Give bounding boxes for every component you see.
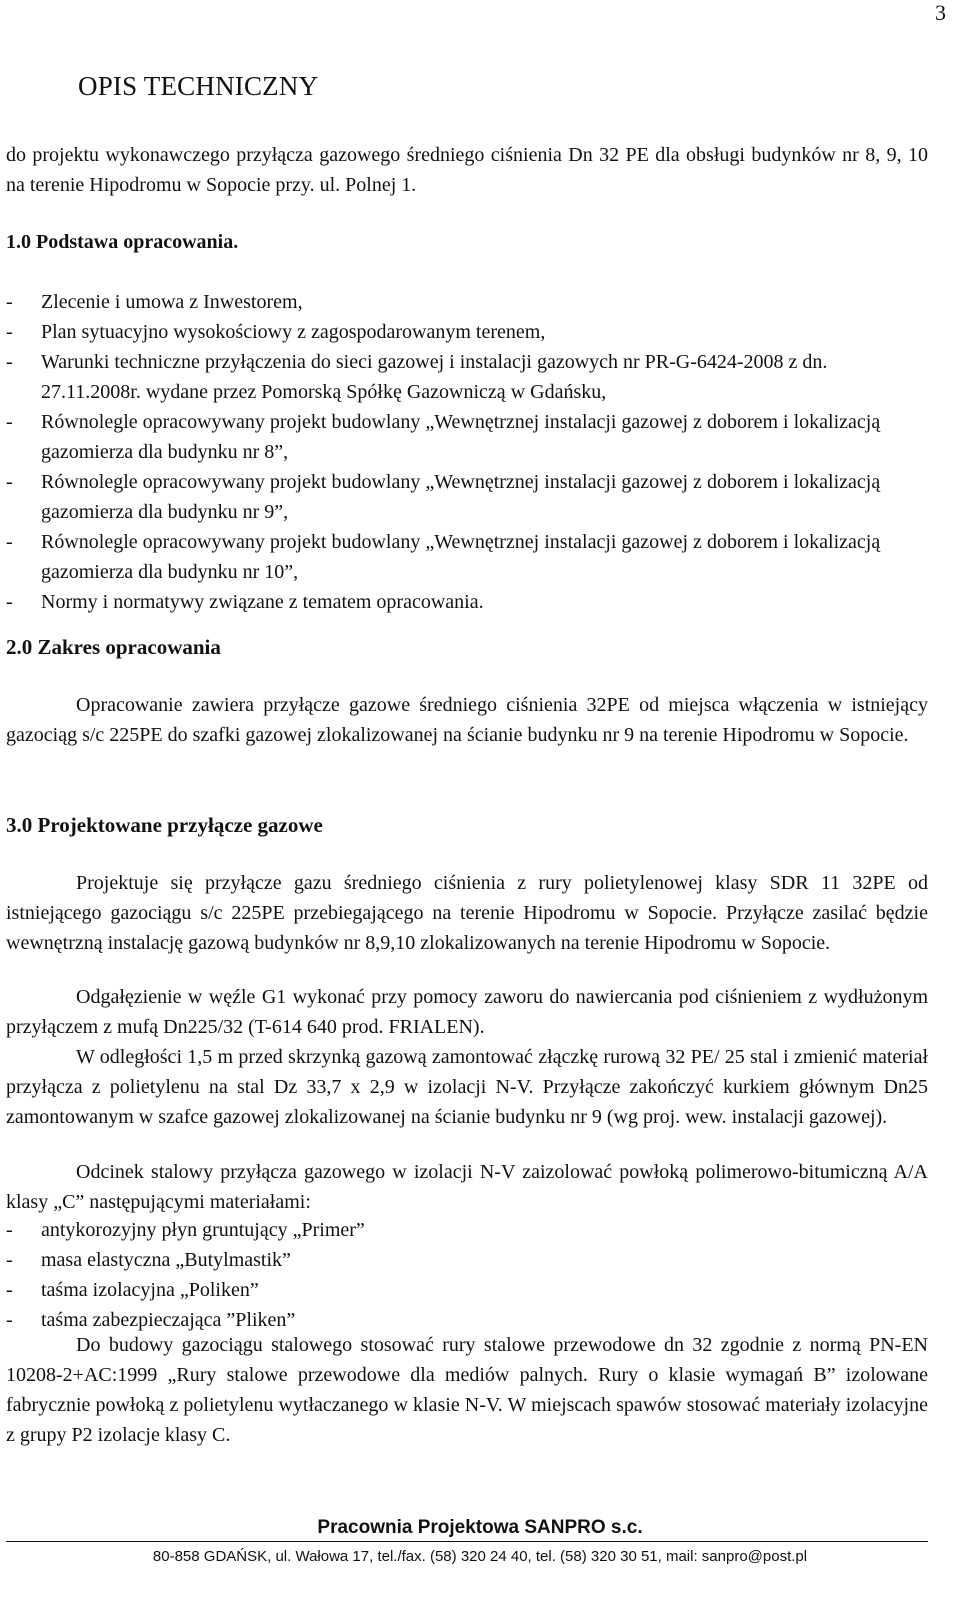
list-dash: - (6, 321, 13, 343)
list-item-text: Równolegle opracowywany projekt budowlany „Wewnętrznej instalacji gazowej z doborem i lokalizacją gazomierza dla budynku nr 10”, (41, 531, 881, 583)
document-title: OPIS TECHNICZNY (78, 71, 319, 101)
list-dash: - (6, 471, 13, 493)
list-dash: - (6, 1249, 13, 1271)
list-item (6, 1215, 928, 1245)
page-number: 3 (935, 0, 946, 25)
scope-paragraph: Opracowanie zawiera przyłącze gazowe średniego ciśnienia 32PE od miejsca włączenia w istniejący gazociąg s/c 225PE do szafki gazowej zlokalizowanej na ścianie budynku nr 9 na terenie Hipodromu w Sopocie. (6, 694, 928, 746)
insulation-paragraph: Odcinek stalowy przyłącza gazowego w izolacji N-V zaizolować powłoką polimerowo-bitumiczną A/A klasy „C” następującymi materiałami: (6, 1161, 928, 1213)
list-dash: - (6, 351, 13, 373)
list-item (6, 317, 928, 347)
list-item-text: masa elastyczna „Butylmastik” (41, 1249, 291, 1271)
footer-divider (6, 1541, 928, 1542)
list-item-text: taśma izolacyjna „Poliken” (41, 1279, 259, 1301)
list-item (6, 407, 928, 467)
list-item (6, 467, 928, 527)
list-dash: - (6, 531, 13, 553)
list-item (6, 527, 928, 587)
section-1-heading: 1.0 Podstawa opracowania. (6, 231, 239, 253)
list-item-text: taśma zabezpieczająca ”Pliken” (41, 1309, 296, 1331)
list-dash: - (6, 291, 13, 313)
list-dash: - (6, 1219, 13, 1241)
fitting-paragraph: W odległości 1,5 m przed skrzynką gazową zamontować złączkę rurową 32 PE/ 25 stal i zmienić materiał przyłącza z polietylenu na stal Dz 33,7 x 2,9 w izolacji N-V. Przyłącze zakończyć kurkiem głównym Dn25 zamontowanym w szafce gazowej zlokalizowanej na ścianie budynku nr 9 (wg proj. wew. instalacji gazowej). (6, 1046, 928, 1128)
footer-address: 80-858 GDAŃSK, ul. Wałowa 17, tel./fax. (58) 320 24 40, tel. (58) 320 30 51, mail: sanpro@post.pl (152, 1548, 808, 1565)
footer-company: Pracownia Projektowa SANPRO s.c. (317, 1517, 643, 1538)
list-item-text: Normy i normatywy związane z tematem opracowania. (41, 591, 484, 613)
list-dash: - (6, 591, 13, 613)
list-item (6, 1275, 928, 1305)
list-item-text: Równolegle opracowywany projekt budowlany „Wewnętrznej instalacji gazowej z doborem i lokalizacją gazomierza dla budynku nr 8”, (41, 411, 881, 463)
list-item-text: Plan sytuacyjno wysokościowy z zagospodarowanym terenem, (41, 321, 546, 343)
section-2-heading: 2.0 Zakres opracowania (6, 635, 221, 659)
section-3-heading: 3.0 Projektowane przyłącze gazowe (6, 813, 323, 837)
pipes-paragraph: Do budowy gazociągu stalowego stosować rury stalowe przewodowe dn 32 zgodnie z normą PN-EN 10208-2+AC:1999 „Rury stalowe przewodowe dla mediów palnych. Rury o klasie wymagań B” izolowane fabrycznie powłoką z polietylenu wytłaczanego w klasie N-V. W miejscach spawów stosować materiały izolacyjne z grupy P2 izolacje klasy C. (6, 1334, 928, 1446)
list-dash: - (6, 411, 13, 433)
list-item-text: Zlecenie i umowa z Inwestorem, (41, 291, 303, 313)
list-item-text: Równolegle opracowywany projekt budowlany „Wewnętrznej instalacji gazowej z doborem i lokalizacją gazomierza dla budynku nr 9”, (41, 471, 881, 523)
intro-paragraph: do projektu wykonawczego przyłącza gazowego średniego ciśnienia Dn 32 PE dla obsługi budynków nr 8, 9, 10 na terenie Hipodromu w Sopocie przy. ul. Polnej 1. (6, 144, 928, 196)
list-dash: - (6, 1279, 13, 1301)
materials-list (6, 1215, 928, 1335)
design-paragraph: Projektuje się przyłącze gazu średniego ciśnienia z rury polietylenowej klasy SDR 11 32PE od istniejącego gazociągu s/c 225PE przebiegającego na terenie Hipodromu w Sopocie. Przyłącze zasilać będzie wewnętrzną instalację gazową budynków nr 8,9,10 zlokalizowanych na terenie Hipodromu w Sopocie. (6, 872, 928, 954)
list-item-text: antykorozyjny płyn gruntujący „Primer” (41, 1219, 365, 1241)
list-item (6, 1245, 928, 1275)
list-item (6, 347, 928, 407)
list-item (6, 587, 928, 617)
list-dash: - (6, 1309, 13, 1331)
list-item (6, 287, 928, 317)
list-item-text: Warunki techniczne przyłączenia do sieci gazowej i instalacji gazowych nr PR-G-6424-2008 z dn. 27.11.2008r. wydane przez Pomorską Spółkę Gazowniczą w Gdańsku, (41, 351, 828, 403)
basis-list (6, 287, 928, 617)
branch-paragraph: Odgałęzienie w węźle G1 wykonać przy pomocy zaworu do nawiercania pod ciśnieniem z wydłużonym przyłączem z mufą Dn225/32 (T-614 640 prod. FRIALEN). (6, 986, 928, 1038)
